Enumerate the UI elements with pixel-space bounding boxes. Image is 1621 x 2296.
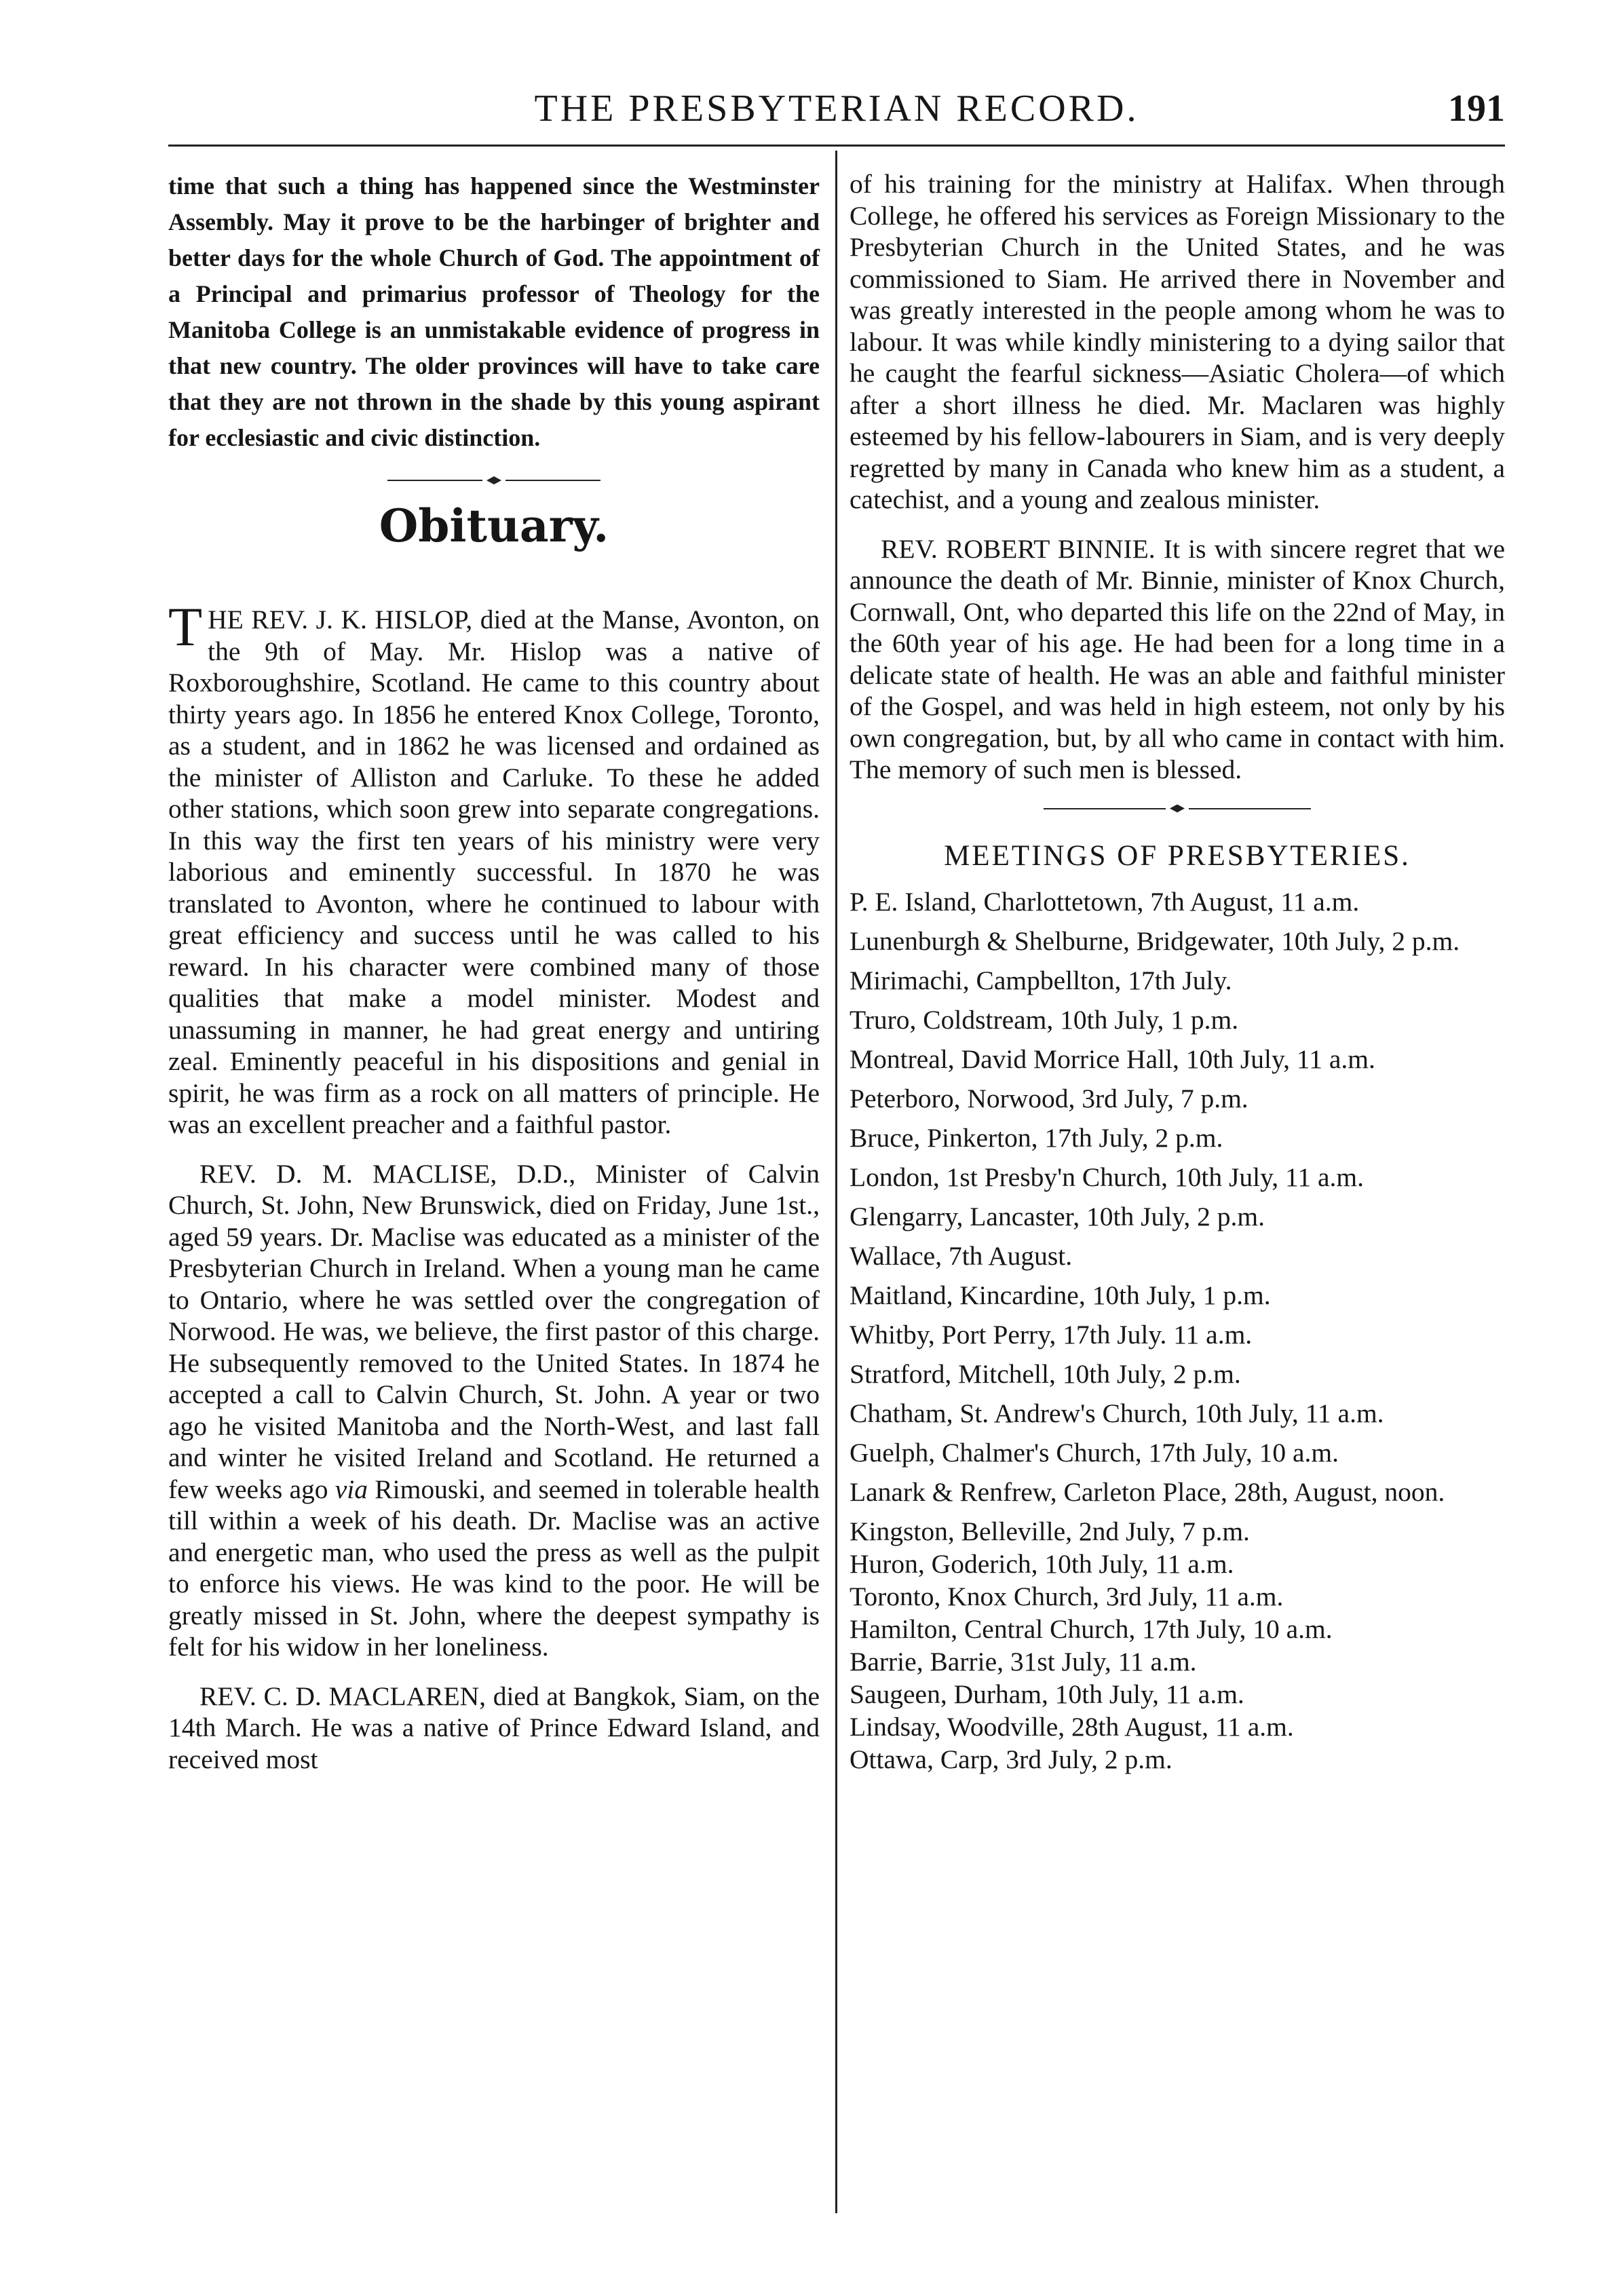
page-header [168,81,1505,136]
left-column [168,168,820,1775]
meeting-entry: Lindsay, Woodville, 28th August, 11 a.m. [850,1711,1294,1742]
meeting-entry: Chatham, St. Andrew's Church, 10th July, 11 a.m. [850,1398,1384,1428]
ornament-diamond [487,476,501,484]
meeting-entry: Saugeen, Durham, 10th July, 11 a.m. [850,1679,1244,1709]
obituary-text: died at Bangkok, Siam, on the 14th March. He was a native of Prince Edward Island, and received most [168,1681,820,1774]
binnie-obituary [850,533,1505,786]
meetings-list [850,886,1505,1775]
maclaren-obituary-continued: of his training for the ministry at Halifax. When through College, he offered his services as Foreign Missionary to the Presbyterian Church in the United States, and he was commissioned to Siam. He arrived there in November and was greatly interested in the people among whom he was to labour. It was while kindly ministering to a dying sailor that he caught the fearful sickness—Asiatic Cholera—of which after a short illness he died. Mr. Maclaren was highly esteemed by his fellow-labourers in Siam, and is very deeply regretted by many in Canada who knew him as a student, a catechist, and a young and zealous minister. [850,169,1505,514]
obituary-text: Minister of Calvin Church, St. John, New Brunswick, died on Friday, June 1st., aged 59 years. Dr. Maclise was educated as a minister of the Presbyterian Church in Ireland. When a young man he came to Ontario, where he was settled over the congregation of Norwood. He was, we believe, the first pastor of this charge. He subsequently removed to the United States. In 1874 he accepted a call to Calvin Church, St. John. A year or two ago he visited Manitoba and the North-West, and last fall and winter he visited Ireland and Scotland. He returned a few weeks ago [168,1158,820,1504]
meeting-entry: Lanark & Renfrew, Carleton Place, 28th, August, noon. [850,1476,1445,1507]
meeting-entry: London, 1st Presby'n Church, 10th July, 11 a.m. [850,1162,1364,1192]
obituary-text: died at the Manse, Avonton, on the 9th of May. Mr. Hislop was a native of Roxboroughshire, Scotland. He came to this country about thirty years ago. In 1856 he entered Knox College, Toronto, as a student, and in 1862 he was licensed and ordained as the minister of Alliston and Carluke. To these he added other stations, which soon grew into separate congregations. In this way the first ten years of his ministry were very laborious and eminently successful. In 1870 he was translated to Avonton, where he continued to labour with great efficiency and success until he was called to his reward. In his character were combined many of those qualities that make a model minister. Modest and unassuming in manner, he had great energy and untiring zeal. Eminently peaceful in his dispositions and genial in spirit, he was firm as a rock on all matters of principle. He was an excellent preacher and a faithful pastor. [168,605,820,1139]
header-rule [168,145,1505,147]
meeting-entry: Stratford, Mitchell, 10th July, 2 p.m. [850,1358,1241,1389]
section-title: Obituary. [379,499,609,552]
obituary-name: HE REV. J. K. HISLOP, [208,605,473,634]
meeting-entry: Huron, Goderich, 10th July, 11 a.m. [850,1548,1234,1579]
hislop-obituary [168,596,820,1141]
meeting-entry: Whitby, Port Perry, 17th July. 11 a.m. [850,1319,1253,1350]
section-ornament [850,805,1505,813]
meeting-entry: Guelph, Chalmer's Church, 17th July, 10 a.m. [850,1437,1339,1468]
obituary-name: REV. D. M. MACLISE, D.D., [199,1158,576,1189]
obituary-italic-word: via [335,1474,368,1504]
meetings-title: MEETINGS OF PRESBYTERIES. [944,839,1411,872]
meeting-entry: P. E. Island, Charlottetown, 7th August, 11 a.m. [850,886,1360,917]
meeting-entry: Montreal, David Morrice Hall, 10th July, 11 a.m. [850,1044,1375,1074]
meeting-entry: Peterboro, Norwood, 3rd July, 7 p.m. [850,1083,1248,1113]
meeting-entry: Maitland, Kincardine, 10th July, 1 p.m. [850,1280,1271,1310]
maclaren-obituary [168,1681,820,1776]
meeting-entry: Bruce, Pinkerton, 17th July, 2 p.m. [850,1122,1223,1153]
right-column [850,168,1505,1776]
ornament-line [506,480,600,481]
intro-paragraph: time that such a thing has happened since the Westminster Assembly. May it prove to be the harbinger of brighter and better days for the whole Church of God. The appointment of a Principal and primarius professor of Theology for the Manitoba College is an unmistakable evidence of progress in that new country. The older provinces will have to take care that they are not thrown in the shade by this young aspirant for ecclesiastic and civic distinction. [168,172,820,451]
ornament-diamond [1170,805,1185,813]
meeting-entry: Lunenburgh & Shelburne, Bridgewater, 10th July, 2 p.m. [850,925,1460,956]
section-ornament [168,476,820,484]
meeting-entry: Wallace, 7th August. [850,1240,1073,1271]
meeting-entry: Toronto, Knox Church, 3rd July, 11 a.m. [850,1581,1284,1611]
obituary-name: REV. ROBERT BINNIE. [881,533,1156,564]
meeting-entry: Hamilton, Central Church, 17th July, 10 a.m. [850,1613,1333,1644]
drop-cap: T [168,596,203,657]
ornament-line [1189,808,1311,809]
ornament-line [387,480,482,481]
column-rule [835,151,837,2213]
page-number: 191 [1448,88,1505,130]
meeting-entry: Mirimachi, Campbellton, 17th July. [850,965,1232,995]
ornament-line [1044,808,1166,809]
meeting-entry: Kingston, Belleville, 2nd July, 7 p.m. [850,1516,1250,1546]
obituary-text-continued: Rimouski, and seemed in tolerable health till within a week of his death. Dr. Maclise was an active and energetic man, who used the press as well as the pulpit to enforce his views. He was kind to the poor. He will be greatly missed in St. John, where the deepest sympathy is felt for his widow in her loneliness. [168,1474,820,1662]
maclise-obituary [168,1158,820,1663]
obituary-text: It is with sincere regret that we announce the death of Mr. Binnie, minister of Knox Church, Cornwall, Ont, who departed this life on the 22nd of May, in the 60th year of his age. He had been for a long time in a delicate state of health. He was an able and faithful minister of the Gospel, and was held in high esteem, not only by his own congregation, but, by all who came in contact with him. The memory of such men is blessed. [850,533,1505,784]
meeting-entry: Ottawa, Carp, 3rd July, 2 p.m. [850,1744,1172,1774]
obituary-name: REV. C. D. MACLAREN, [199,1681,486,1711]
meeting-entry: Glengarry, Lancaster, 10th July, 2 p.m. [850,1201,1265,1231]
meeting-entry: Barrie, Barrie, 31st July, 11 a.m. [850,1646,1197,1677]
running-title: THE PRESBYTERIAN RECORD. [534,88,1139,130]
meeting-entry: Truro, Coldstream, 10th July, 1 p.m. [850,1004,1239,1035]
